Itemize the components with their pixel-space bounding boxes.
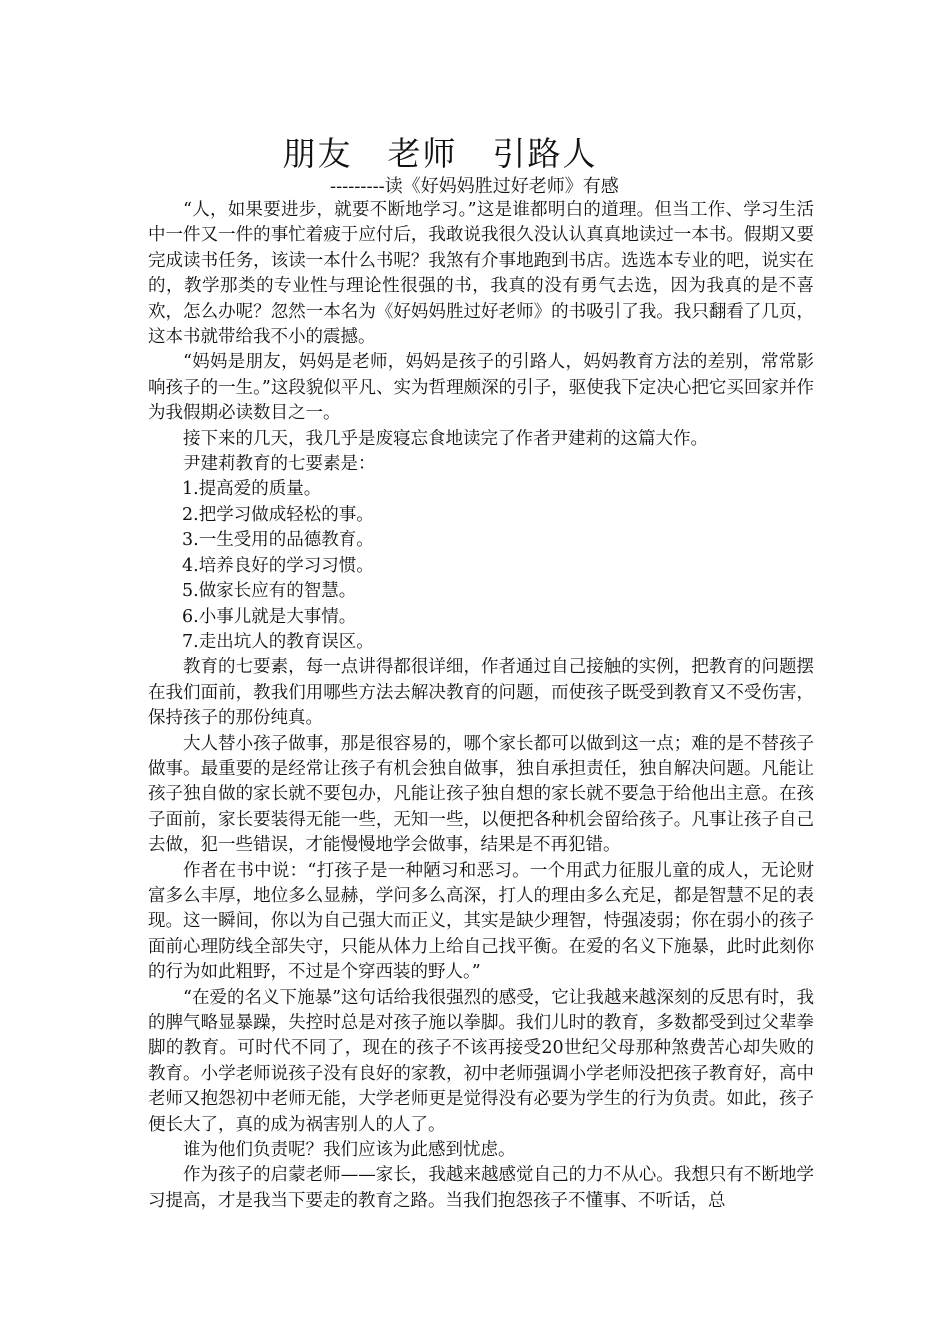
paragraph-3: 接下来的几天，我几乎是废寝忘食地读完了作者尹建莉的这篇大作。 (183, 428, 708, 449)
paragraph-2: “妈妈是朋友，妈妈是老师，妈妈是孩子的引路人，妈妈教育方法的差别，常常影响孩子的一生。”这段貌似平凡、实为哲理颇深的引子，驱使我下定决心把它买回家并作为我假期必读数目之一。 (148, 352, 814, 424)
paragraph-9: 谁为他们负责呢？我们应该为此感到忧虑。 (183, 1140, 516, 1161)
paragraph-5: 教育的七要素，每一点讲得都很详细，作者通过自己接触的实例，把教育的问题摆在我们面前，教我们用哪些方法去解决教育的问题，而使孩子既受到教育又不受伤害，保持孩子的那份纯真。 (148, 657, 814, 729)
list-item: 2.把学习做成轻松的事。 (182, 504, 374, 525)
paragraph-1: “人，如果要进步，就要不断地学习。”这是谁都明白的道理。但当工作、学习生活中一件又一件的事忙着疲于应付后，我敢说我很久没认认真真地读过一本书。假期又要完成读书任务，该读一本什么书呢？我煞有介事地跑到书店。选选本专业的吧，说实在的，教学那类的专业性与理论性很强的书，我真的没有勇气去选，因为我真的是不喜欢，怎么办呢？忽然一本名为《好妈妈胜过好老师》的书吸引了我。我只翻看了几页，这本书就带给我不小的震撼。 (148, 200, 814, 348)
list-item: 7.走出坑人的教育误区。 (182, 631, 374, 652)
page-title: 朋友 老师 引路人 (282, 134, 598, 173)
list-item: 4.培养良好的学习习惯。 (182, 555, 374, 576)
paragraph-6: 大人替小孩子做事，那是很容易的，哪个家长都可以做到这一点；难的是不替孩子做事。最重要的是经常让孩子有机会独自做事，独自承担责任，独自解决问题。凡能让孩子独自做的家长就不要包办，凡能让孩子独自想的家长就不要急于给他出主意。在孩子面前，家长要装得无能一些，无知一些，以便把各种机会留给孩子。凡事让孩子自己去做，犯一些错误，才能慢慢地学会做事，结果是不再犯错。 (148, 733, 814, 856)
article-body (148, 198, 814, 1214)
list-item: 3.一生受用的品德教育。 (182, 530, 374, 551)
paragraph-4: 尹建莉教育的七要素是： (183, 454, 376, 475)
paragraph-10: 作为孩子的启蒙老师——家长，我越来越感觉自己的力不从心。我想只有不断地学习提高，才是我当下要走的教育之路。当我们抱怨孩子不懂事、不听话，总 (148, 1165, 814, 1211)
list-item: 1.提高爱的质量。 (182, 479, 322, 500)
list-item: 6.小事儿就是大事情。 (182, 606, 357, 627)
page-subtitle: ---------读《好妈妈胜过好老师》有感 (330, 176, 619, 197)
paragraph-7: 作者在书中说：“打孩子是一种陋习和恶习。一个用武力征服儿童的成人，无论财富多么丰厚，地位多么显赫，学问多么高深，打人的理由多么充足，都是智慧不足的表现。这一瞬间，你以为自己强大而正义，其实是缺少理智，恃强凌弱；你在弱小的孩子面前心理防线全部失守，只能从体力上给自己找平衡。在爱的名义下施暴，此时此刻你的行为如此粗野，不过是个穿西装的野人。” (148, 860, 814, 983)
paragraph-8: “在爱的名义下施暴”这句话给我很强烈的感受，它让我越来越深刻的反思有时，我的脾气略显暴躁，失控时总是对孩子施以拳脚。我们儿时的教育，多数都受到过父辈拳脚的教育。可时代不同了，现在的孩子不该再接受20世纪父母那种煞费苦心却失败的教育。小学老师说孩子没有良好的家教，初中老师强调小学老师没把孩子教育好，高中老师又抱怨初中老师无能，大学老师更是觉得没有必要为学生的行为负责。如此，孩子便长大了，真的成为祸害别人的人了。 (148, 987, 814, 1135)
list-item: 5.做家长应有的智慧。 (182, 581, 357, 602)
